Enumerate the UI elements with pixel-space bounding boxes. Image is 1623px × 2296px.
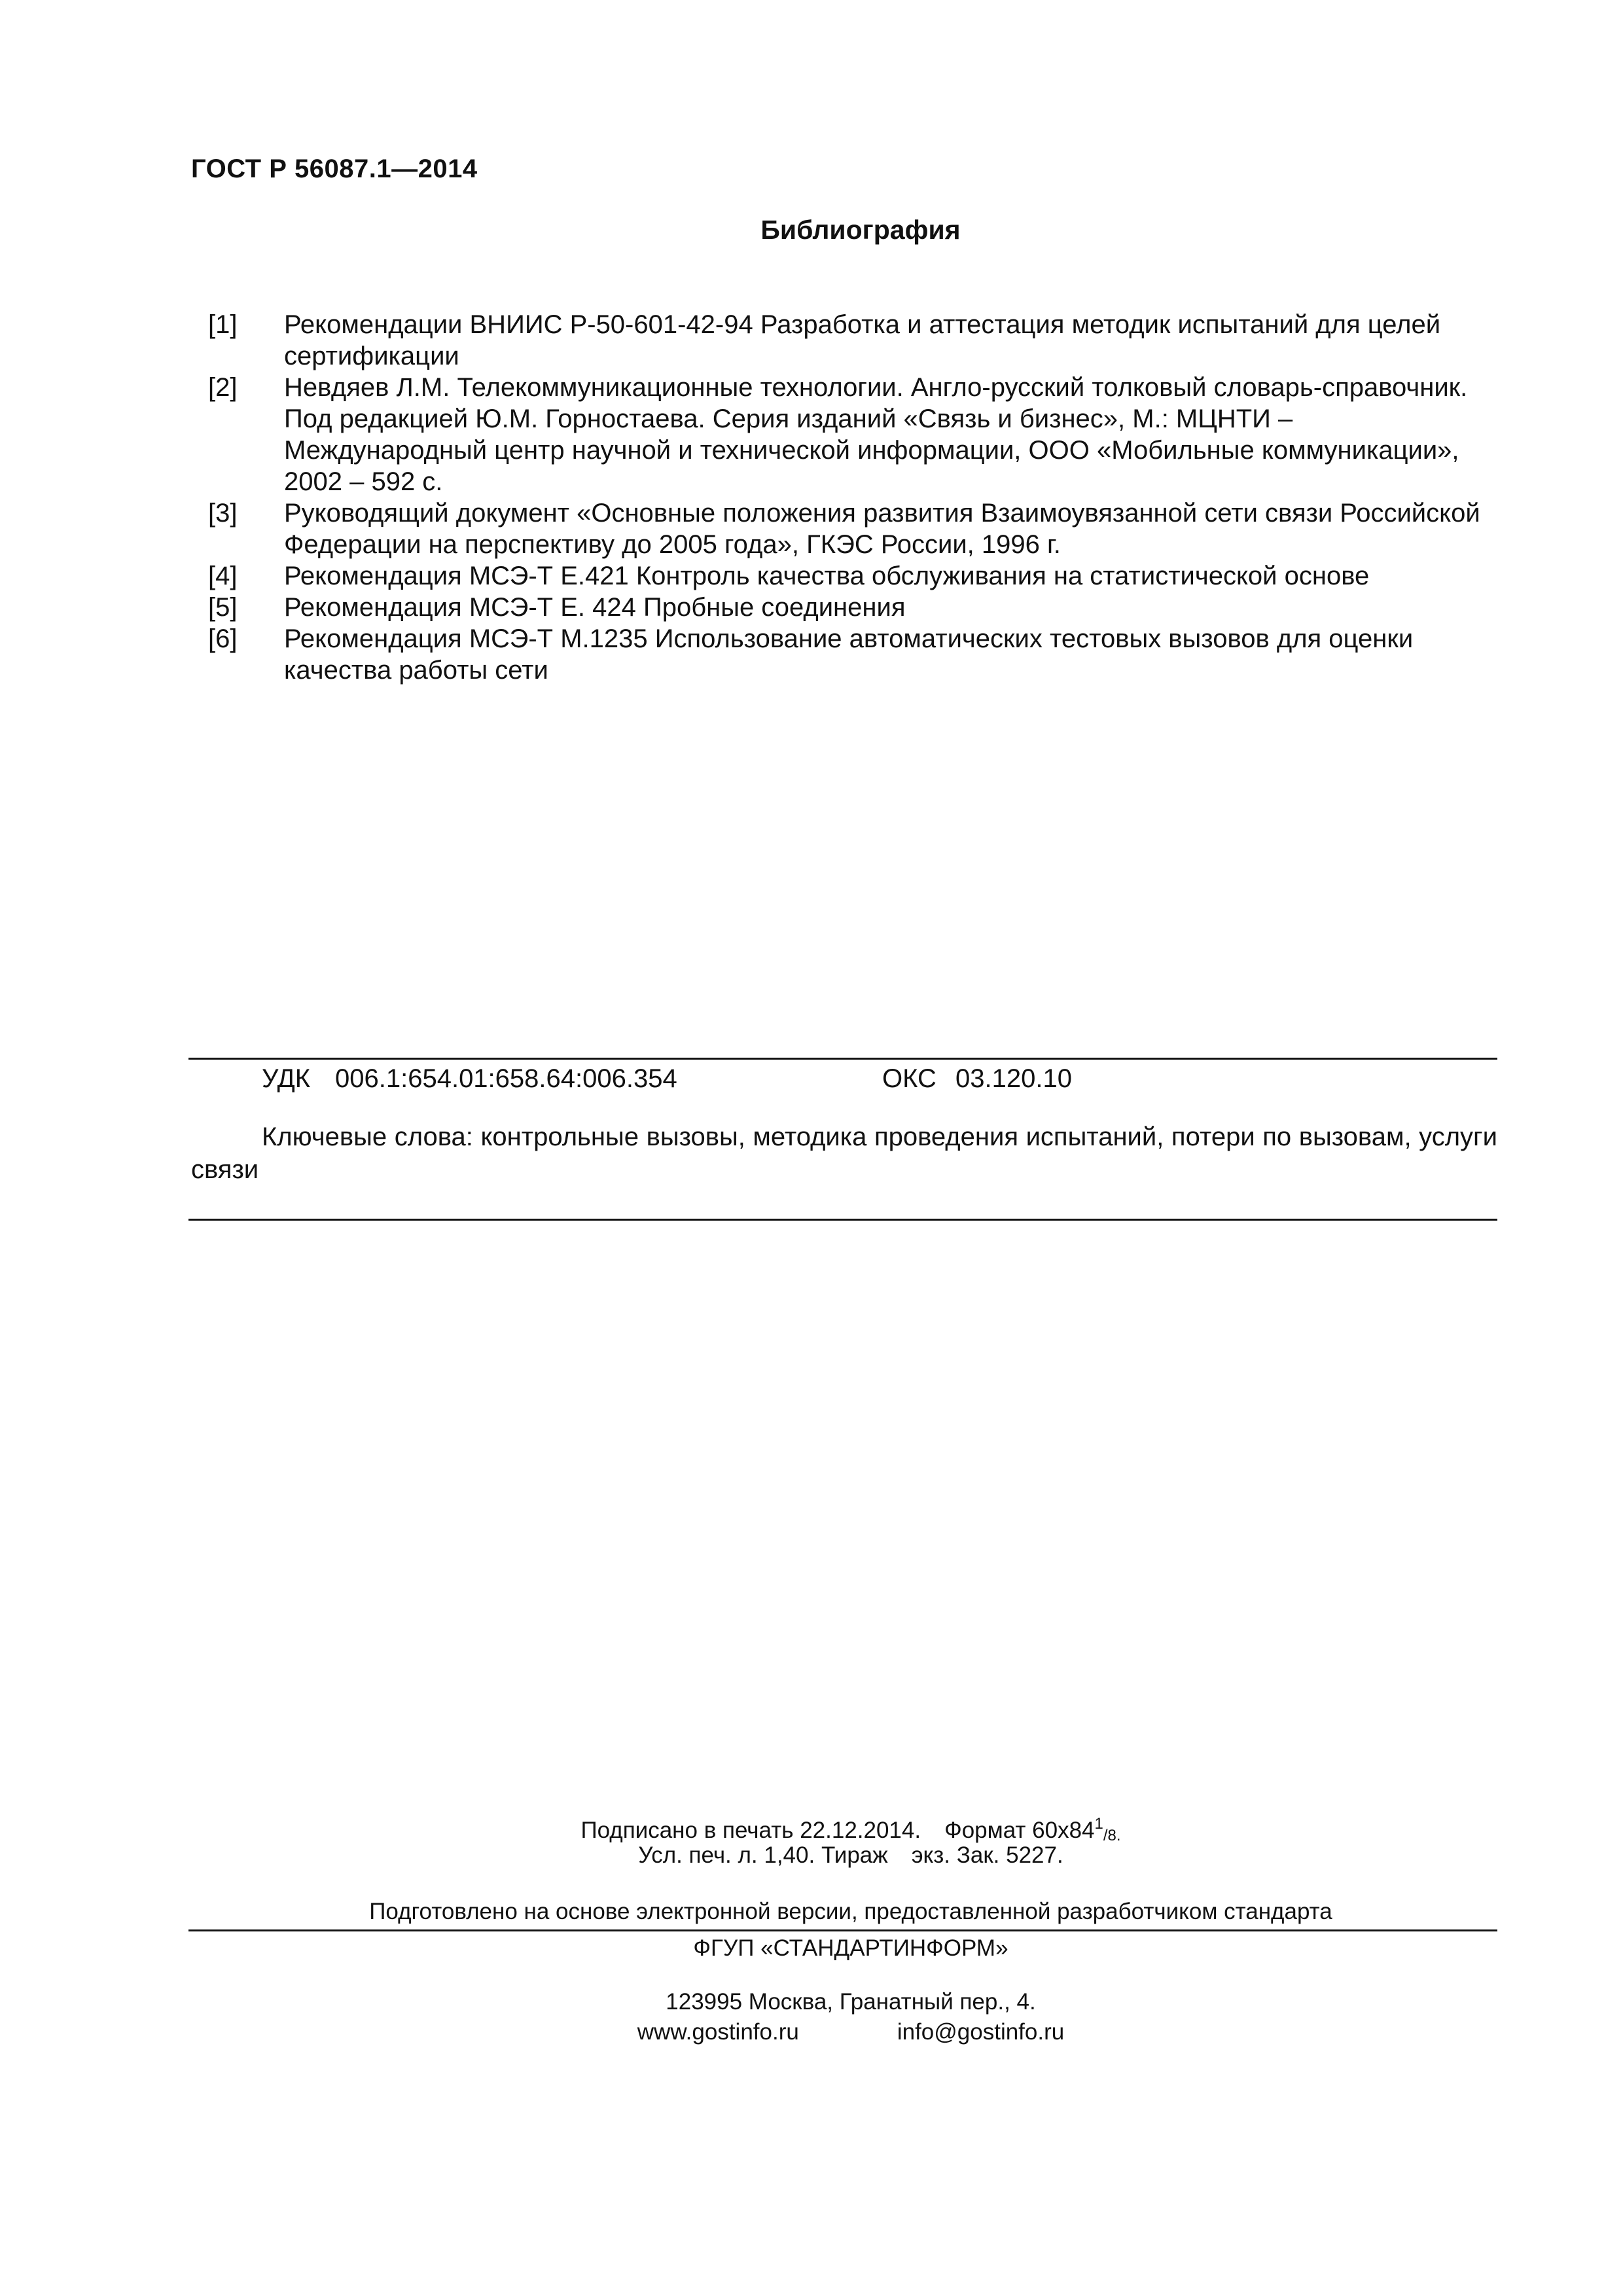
bibliography-item-number: [2] <box>208 373 238 402</box>
bibliography-item <box>208 372 1491 497</box>
bibliography-item-text: Руководящий документ «Основные положения развития Взаимоувязанной сети связи Российской Федерации на перспективу до 2005 года», ГКЭС России, 1996 г. <box>284 499 1480 559</box>
bibliography-item-number: [3] <box>208 499 238 528</box>
udk-label: УДК <box>262 1064 311 1093</box>
bibliography-item <box>208 560 1491 592</box>
bibliography-item <box>208 623 1491 686</box>
divider-top <box>188 1058 1497 1060</box>
bibliography-item <box>208 592 1491 623</box>
oks-value: 03.120.10 <box>955 1064 1072 1093</box>
imprint-print-sheets: Усл. печ. л. 1,40. Тираж <box>638 1842 888 1868</box>
bibliography-list <box>208 309 1491 686</box>
imprint-publisher: ФГУП «СТАНДАРТИНФОРМ» <box>693 1935 1008 1961</box>
bibliography-item-number: [5] <box>208 593 238 622</box>
imprint-prepared: Подготовлено на основе электронной версии, предоставленной разработчиком стандарта <box>369 1899 1332 1924</box>
bibliography-item <box>208 497 1491 560</box>
oks-label: ОКС <box>882 1064 936 1093</box>
divider-middle <box>188 1219 1497 1221</box>
imprint-signed: Подписано в печать 22.12.2014. <box>580 1818 921 1843</box>
imprint-email-link[interactable]: info@gostinfo.ru <box>897 2019 1065 2045</box>
imprint-format-sup: 1 <box>1094 1815 1103 1833</box>
divider-bottom <box>188 1929 1497 1931</box>
bibliography-item-text: Рекомендации ВНИИС Р-50-601-42-94 Разработка и аттестация методик испытаний для целей сертификации <box>284 310 1441 370</box>
bibliography-item <box>208 309 1491 372</box>
document-code: ГОСТ Р 56087.1—2014 <box>191 154 478 183</box>
bibliography-item-number: [1] <box>208 310 238 339</box>
bibliography-item-number: [6] <box>208 624 238 653</box>
imprint-format-sub: /8. <box>1103 1827 1121 1844</box>
keywords-paragraph: Ключевые слова: контрольные вызовы, методика проведения испытаний, потери по вызовам, услуги связи <box>191 1122 1497 1184</box>
imprint-website-link[interactable]: www.gostinfo.ru <box>637 2019 799 2045</box>
bibliography-item-text: Рекомендация МСЭ-Т Е.421 Контроль качества обслуживания на статистической основе <box>284 562 1370 590</box>
bibliography-item-text: Рекомендация МСЭ-Т Е. 424 Пробные соединения <box>284 593 906 622</box>
udk-value: 006.1:654.01:658.64:006.354 <box>335 1064 677 1093</box>
imprint-print-line <box>0 1840 1623 1871</box>
bibliography-item-text: Невдяев Л.М. Телекоммуникационные технологии. Англо-русский толковый словарь-справочник. Под редакцией Ю.М. Горностаева. Серия изданий «Связь и бизнес», М.: МЦНТИ – Международный центр научной и технической информации, ООО «Мобильные коммуникации», 2002 – 592 с. <box>284 373 1468 496</box>
bibliography-title: Библиография <box>760 215 961 245</box>
imprint-format: Формат 60х84 <box>944 1818 1095 1843</box>
bibliography-item-text: Рекомендация МСЭ-Т М.1235 Использование автоматических тестовых вызовов для оценки качества работы сети <box>284 624 1414 685</box>
imprint-order: экз. Зак. 5227. <box>911 1842 1063 1868</box>
imprint-contacts <box>0 2017 1623 2047</box>
imprint-address: 123995 Москва, Гранатный пер., 4. <box>666 1989 1036 2015</box>
bibliography-item-number: [4] <box>208 562 238 590</box>
